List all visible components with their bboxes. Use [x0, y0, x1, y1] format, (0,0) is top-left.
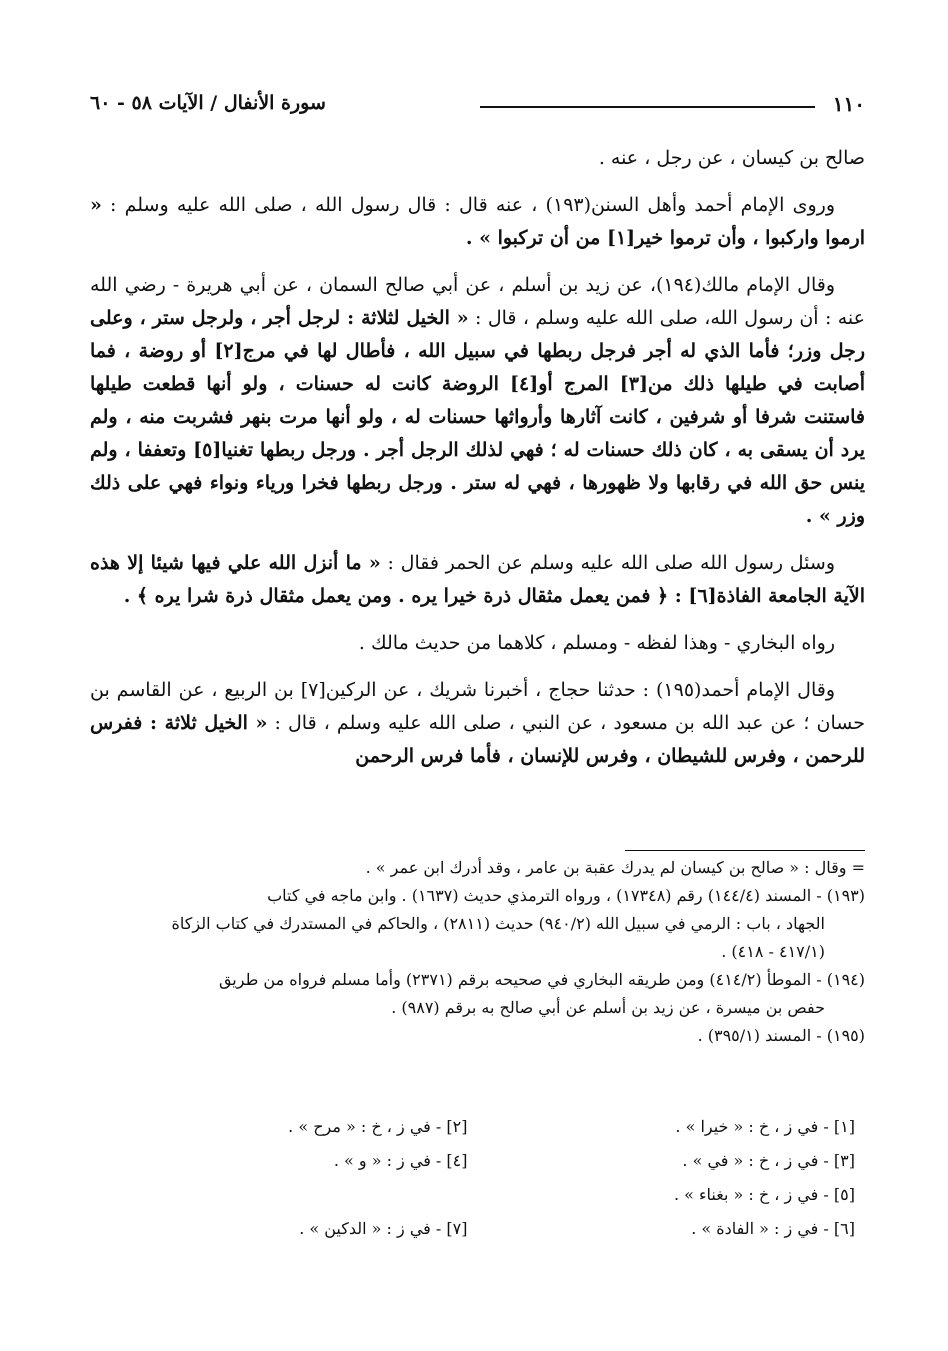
variant-row: [90, 1110, 865, 1144]
hadith-quote: « الخيل ثلاثة : ففرس للرحمن ، وفرس للشيطان ، وفرس للإنسان ، فأما فرس الرحمن: [90, 712, 865, 767]
paragraph-intro: وقال الإمام مالك(١٩٤)، عن زيد بن أسلم ، عن أبي صالح السمان ، عن أبي هريرة - رضي الله عنه : أن رسول الله، صلى الله عليه وسلم ، قال :: [90, 274, 865, 329]
footnote-rule: [625, 850, 865, 851]
page-number: ١١٠: [832, 92, 865, 116]
header-rule: [480, 106, 815, 108]
footnote-continuation: حفص بن ميسرة ، عن زيد بن أسلم عن أبي صالح به برقم (٩٨٧) .: [391, 998, 825, 1017]
hadith-quote: « ارموا واركبوا ، وأن ترموا خير[١] من أن تركبوا » .: [90, 194, 865, 249]
hadith-quote: « الخيل لثلاثة : لرجل أجر ، ولرجل ستر ، وعلى رجل وزر؛ فأما الذي له أجر فرجل ربطها في سبيل الله ، فأطال لها في مرج[٢] أو روضة ، فما أصابت في طيلها ذلك من[٣] المرج أو[٤] الروضة كانت له حسنات ، ولو أنها قطعت طيلها فاستنت شرفا أو شرفين ، كانت آثارها وأرواثها حسنات له ، ولو أنها مرت بنهر فشربت منه ، ولم يرد أن يسقى به ، كان ذلك حسنات له ؛ فهي لذلك الرجل أجر . ورجل ربطها تغنيا[٥] وتعففا ، ولم ينس حق الله في رقابها ولا ظهورها ، فهي له ستر . ورجل ربطها فخرا ورياء ونواء فهي على ذلك وزر » .: [90, 307, 866, 527]
variant-row: [90, 1178, 865, 1212]
paragraph: [90, 269, 865, 533]
variant-note: [٧] - في ز : « الدكين » .: [299, 1219, 468, 1238]
paragraph: [90, 674, 865, 773]
variant-note: [٣] - في ز ، خ : « في » .: [682, 1151, 855, 1170]
footnote-continuation: (٤١٧/١ - ٤١٨) .: [721, 942, 825, 961]
paragraph: [90, 189, 865, 255]
footnotes: [90, 854, 865, 1050]
page-header: [90, 92, 865, 120]
manuscript-variants: [90, 1110, 865, 1246]
paragraph-intro: وروى الإمام أحمد وأهل السنن(١٩٣) ، عنه قال : قال رسول الله ، صلى الله عليه وسلم :: [110, 194, 835, 216]
paragraph: رواه البخاري - وهذا لفظه - ومسلم ، كلاهما من حديث مالك .: [358, 632, 835, 654]
footnote: (١٩٤) - الموطأ (٤١٤/٢) ومن طريقه البخاري في صحيحه برقم (٢٣٧١) وأما مسلم فرواه من طريق: [218, 970, 865, 989]
paragraph: صالح بن كيسان ، عن رجل ، عنه .: [598, 147, 865, 169]
variant-note: [٥] - في ز ، خ : « بغناء » .: [673, 1185, 855, 1204]
hadith-quote: « ما أنزل الله علي فيها شيئا إلا هذه الآية الجامعة الفاذة[٦] : ﴿ فمن يعمل مثقال ذرة خيرا يره . ومن يعمل مثقال ذرة شرا يره ﴾ .: [90, 552, 865, 607]
variant-note: [٦] - في ز : « الفادة » .: [691, 1219, 855, 1238]
variant-row: [90, 1144, 865, 1178]
variant-note: [90, 1178, 478, 1212]
variant-note: [٤] - في ز : « و » .: [333, 1151, 468, 1170]
paragraph-intro: وقال الإمام أحمد(١٩٥) : حدثنا حجاج ، أخبرنا شريك ، عن الركين[٧] بن الربيع ، عن القاسم بن حسان ؛ عن عبد الله بن مسعود ، عن النبي ، صلى الله عليه وسلم ، قال :: [90, 679, 865, 734]
variant-note: [١] - في ز ، خ : « خيرا » .: [675, 1117, 855, 1136]
running-title: سورة الأنفال / الآيات ٥٨ - ٦٠: [90, 92, 326, 114]
footnote-continuation: الجهاد ، باب : الرمي في سبيل الله (٩٤٠/٢) حديث (٢٨١١) ، والحاكم في المستدرك في كتاب الزكاة: [171, 914, 825, 933]
footnote: (١٩٣) - المسند (١٤٤/٤) رقم (١٧٣٤٨) ، ورواه الترمذي حديث (١٦٣٧) . وابن ماجه في كتاب: [267, 886, 865, 905]
footnote: (١٩٥) - المسند (٣٩٥/١) .: [697, 1026, 865, 1045]
main-text: [90, 142, 865, 787]
paragraph-intro: وسئل رسول الله صلى الله عليه وسلم عن الحمر فقال :: [387, 552, 835, 574]
variant-row: [90, 1212, 865, 1246]
variant-note: [٢] - في ز ، خ : « مرح » .: [288, 1117, 468, 1136]
book-page: [90, 70, 865, 1310]
footnote: = وقال : « صالح بن كيسان لم يدرك عقبة بن عامر ، وقد أدرك ابن عمر » .: [365, 858, 865, 877]
paragraph: [90, 547, 865, 613]
